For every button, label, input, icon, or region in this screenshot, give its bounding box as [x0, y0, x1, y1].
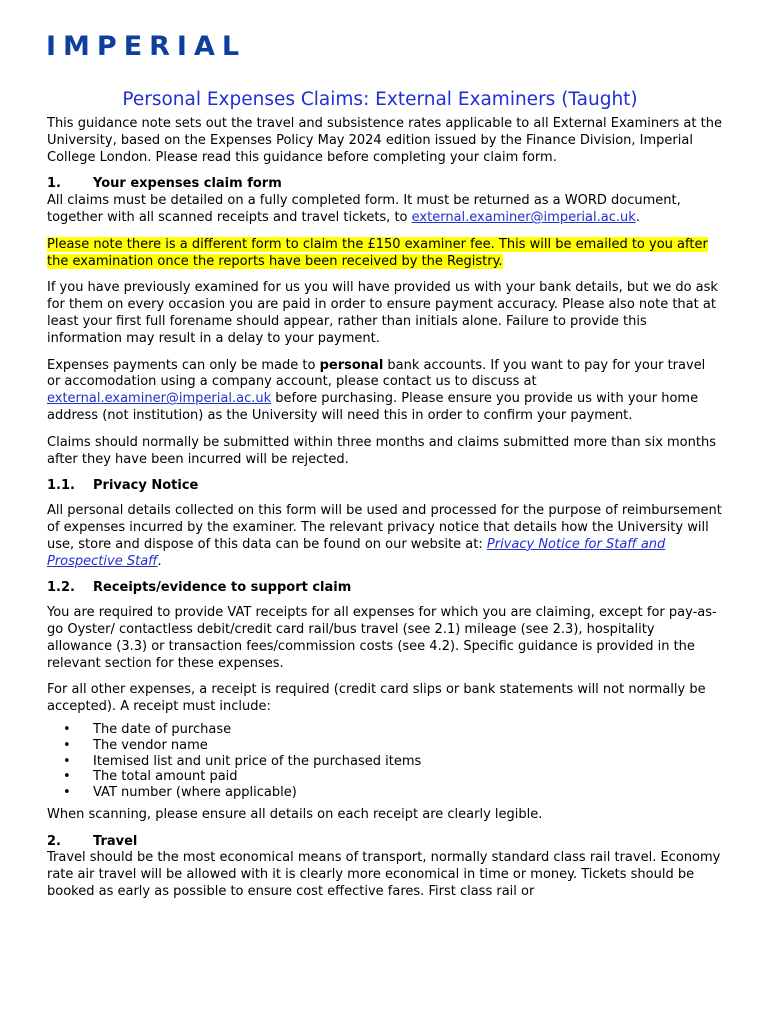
- claim-form-paragraph: [47, 193, 722, 227]
- bank-details-paragraph: If you have previously examined for us you will have provided us with your bank details, but we do ask for them on every occasion you are paid in order to ensure payment accuracy. Please also note that at least your first full forename should appear, rather than initials alone. Failure to provide this information may result in a delay to your payment.: [47, 280, 718, 346]
- section-title: Privacy Notice: [93, 478, 199, 494]
- document-body: [47, 116, 722, 911]
- list-item: • VAT number (where applicable): [47, 785, 722, 801]
- paragraph-text: All personal details collected on this form will be used and processed for the purpose of reimbursement of expenses incurred by the examiner. The relevant privacy notice that details how the University will use, store and dispose of this data can be found on our website at:: [47, 503, 722, 552]
- list-item: • The vendor name: [47, 738, 722, 754]
- vat-receipts-paragraph: You are required to provide VAT receipts for all expenses for which you are claiming, except for pay-as-go Oyster/ contactless debit/credit card rail/bus travel (see 2.1) mileage (see 2.3), hospitality allowance (3.3) or transaction fees/commission costs (see 4.2). Specific guidance is provided in the relevant section for these expenses.: [47, 605, 717, 671]
- paragraph-text: All claims must be detailed on a fully completed form. It must be returned as a WORD document, together with all scanned receipts and travel tickets, to: [47, 193, 681, 225]
- section-title: Your expenses claim form: [93, 176, 282, 192]
- section-number: 1.: [47, 176, 61, 192]
- intro-paragraph: This guidance note sets out the travel and subsistence rates applicable to all External Examiners at the University, based on the Expenses Policy May 2024 edition issued by the Finance Division, Imperial College London. Please read this guidance before completing your claim form.: [47, 116, 722, 165]
- paragraph-text: Expenses payments can only be made to: [47, 357, 320, 373]
- paragraph-text: bank accounts. If you want to pay for your travel or accomodation using a company account, please contact us to discuss at: [47, 357, 706, 390]
- submission-deadline-paragraph: Claims should normally be submitted within three months and claims submitted more than six months after they have been incurred will be rejected.: [47, 434, 716, 467]
- highlighted-note: Please note there is a different form to claim the £150 examiner fee. This will be emailed to you after the examination once the reports have been received by the Registry.: [47, 236, 708, 269]
- section-number: 2.: [47, 833, 61, 849]
- list-item: • The total amount paid: [47, 769, 722, 785]
- list-item: • Itemised list and unit price of the purchased items: [47, 754, 722, 770]
- page-title: Personal Expenses Claims: External Examiners (Taught): [122, 89, 638, 110]
- email-link[interactable]: external.examiner@imperial.ac.uk: [47, 391, 272, 407]
- section-title: Receipts/evidence to support claim: [93, 580, 352, 596]
- section-number: 1.1.: [47, 478, 75, 494]
- section-title: Travel: [93, 833, 138, 849]
- section-1-heading: [47, 176, 722, 193]
- email-link[interactable]: external.examiner@imperial.ac.uk: [411, 209, 636, 225]
- paragraph-end: .: [635, 209, 640, 225]
- receipt-requirements-list: [47, 722, 722, 801]
- section-1-1-heading: [47, 478, 722, 495]
- imperial-logo: IMPERIAL: [46, 31, 247, 62]
- paragraph-end: .: [157, 553, 162, 569]
- scanning-paragraph: When scanning, please ensure all details on each receipt are clearly legible.: [47, 806, 543, 822]
- list-item: • The date of purchase: [47, 722, 722, 738]
- fee-note-paragraph: [47, 237, 722, 271]
- personal-accounts-paragraph: [47, 358, 722, 425]
- paragraph-text: before purchasing. Please ensure you provide us with your home address (not institution) as the University will need this in order to confirm your payment.: [47, 391, 699, 423]
- bold-personal: personal: [319, 357, 384, 373]
- receipt-requirements-paragraph: For all other expenses, a receipt is required (credit card slips or bank statements will not normally be accepted). A receipt must include:: [47, 682, 706, 715]
- section-number: 1.2.: [47, 580, 75, 596]
- privacy-notice-link[interactable]: Privacy Notice for Staff and Prospective Staff: [47, 536, 666, 569]
- privacy-paragraph: [47, 503, 722, 570]
- section-2-heading: [47, 834, 722, 851]
- section-1-2-heading: [47, 580, 722, 597]
- travel-paragraph: Travel should be the most economical means of transport, normally standard class rail travel. Economy rate air travel will be allowed with it is clearly more economical in time or money. Tickets should be booked as early as possible to ensure cost effective fares. First class rail or: [47, 850, 721, 900]
